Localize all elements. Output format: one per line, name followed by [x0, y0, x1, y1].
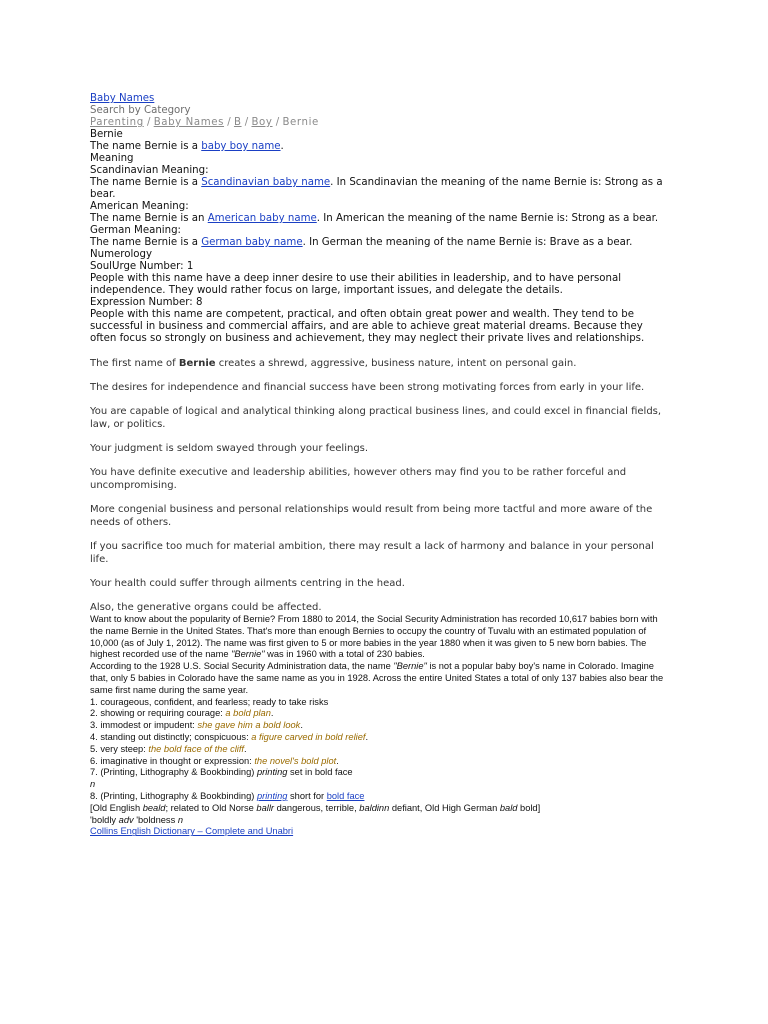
intro-text: The name Bernie is a [90, 141, 202, 152]
personality-paragraph: You are capable of logical and analytical thinking along practical business lines, and could excel in financial fields, law, or politics. [90, 406, 662, 430]
personality-paragraph: The desires for independence and financial success have been strong motivating forces from early in your life. [90, 382, 645, 393]
scandinavian-suffix: . In Scandinavian the meaning of the name Bernie is: Strong as a bear. [90, 177, 663, 200]
german-heading: German Meaning: [90, 225, 181, 236]
definition-text: 6. imaginative in thought or expression: [90, 755, 255, 766]
etym-text: dangerous, terrible, [274, 802, 360, 813]
definition-example: the novel's bold plot [254, 755, 337, 766]
definition-3: 3. immodest or impudent: she gave him a bold look. [90, 720, 303, 731]
definition-label: printing [256, 767, 288, 778]
definition-6: 6. imaginative in thought or expression: the novel's bold plot. [90, 755, 339, 766]
colorado-name: "Bernie" [393, 661, 427, 672]
name-intro [90, 141, 670, 153]
part-of-speech: n [177, 814, 183, 825]
collins-dictionary-link[interactable]: Collins English Dictionary – Complete and Unabri [90, 826, 294, 837]
definition-text: 3. immodest or impudent: [90, 720, 198, 731]
scandinavian-prefix: The name Bernie is a [90, 177, 202, 188]
definition-2: 2. showing or requiring courage: a bold plan. [90, 708, 274, 719]
definition-4: 4. standing out distinctly; conspicuous: a figure carved in bold relief. [90, 731, 369, 742]
etym-word: beald [142, 802, 166, 813]
breadcrumb-baby-names[interactable]: Baby Names [153, 117, 225, 128]
etym-word: ballr [256, 802, 274, 813]
colorado-prefix: According to the 1928 U.S. Social Security Administration data, the name [90, 661, 394, 672]
etymology [90, 803, 670, 815]
definition-8 [90, 791, 670, 803]
scandinavian-heading: Scandinavian Meaning: [90, 165, 209, 176]
name-title: Bernie [90, 129, 123, 140]
american-suffix: . In American the meaning of the name Bernie is: Strong as a bear. [316, 213, 659, 224]
etym-text: bold] [517, 802, 541, 813]
personality-paragraph: Also, the generative organs could be affected. [90, 602, 322, 613]
german-suffix: . In German the meaning of the name Bernie is: Brave as a bear. [302, 237, 633, 248]
intro-suffix: . [280, 141, 284, 152]
breadcrumb-separator: / [143, 117, 154, 128]
part-of-speech: adv [118, 814, 134, 825]
document-page [90, 93, 670, 838]
breadcrumb [90, 117, 670, 129]
colorado-text [90, 661, 670, 696]
popularity-text-1: Want to know about the popularity of Bernie? From 1880 to 2014, the Social Security Administration has recorded 10,617 babies born with the name Bernie in the United States. That's more than enough Bernies to occupy the country of Tuvalu with an estimated population of 10,000 (as of July 1, 2012). The name was first given to 5 or more babies in the year 1880 when it was given to 5 new born babies. The highest recorded use of the name [90, 614, 658, 660]
scandinavian-baby-name-link[interactable]: Scandinavian baby name [201, 177, 331, 188]
german-meaning [90, 237, 670, 249]
numerology-heading: Numerology [90, 249, 153, 260]
definition-7 [90, 767, 670, 779]
breadcrumb-separator: / [224, 117, 234, 128]
definition-suffix: set in bold face [287, 767, 353, 778]
personality-paragraph: More congenial business and personal relationships would result from being more tactful and more aware of the needs of others. [90, 504, 653, 528]
popularity-section [90, 614, 670, 838]
derived-word: 'boldly [90, 814, 119, 825]
personality-section [90, 357, 670, 614]
derived-forms [90, 815, 670, 827]
meaning-heading: Meaning [90, 153, 134, 164]
etym-text: [Old English [90, 802, 143, 813]
personality-paragraph [90, 357, 670, 370]
definition-label: printing [256, 790, 288, 801]
expression-number: Expression Number: 8 [90, 297, 203, 308]
personality-paragraph: If you sacrifice too much for material ambition, there may result a lack of harmony and balance in your personal life. [90, 541, 654, 565]
bold-face-link[interactable]: bold face [326, 790, 365, 801]
p1-prefix: The first name of [90, 358, 179, 369]
breadcrumb-separator: / [241, 117, 252, 128]
popularity-text [90, 614, 670, 661]
definition-text: 2. showing or requiring courage: [90, 708, 226, 719]
search-by-category: Search by Category [90, 105, 191, 116]
definition-text: 5. very steep: [90, 743, 149, 754]
definition-middle: short for [287, 790, 327, 801]
definition-1: 1. courageous, confident, and fearless; ready to take risks [90, 696, 329, 707]
american-prefix: The name Bernie is an [90, 213, 208, 224]
personality-paragraph: Your health could suffer through ailments centring in the head. [90, 578, 405, 589]
definition-example: a bold plan [225, 708, 271, 719]
breadcrumb-b[interactable]: B [233, 117, 242, 128]
etym-word: bald [499, 802, 518, 813]
colorado-suffix: is not a popular baby boy's name in Colorado. Imagine that, only 5 babies in Colorado have the same name as you in 1928. Across the entire United States a total of only 137 babies also bear the same first name during the same year. [90, 661, 664, 695]
baby-boy-name-link[interactable]: baby boy name [201, 141, 281, 152]
soulurge-number: SoulUrge Number: 1 [90, 261, 194, 272]
german-prefix: The name Bernie is a [90, 237, 202, 248]
breadcrumb-parenting[interactable]: Parenting [90, 117, 144, 128]
german-baby-name-link[interactable]: German baby name [201, 237, 303, 248]
scandinavian-meaning [90, 177, 670, 201]
definition-text: 4. standing out distinctly; conspicuous: [90, 731, 252, 742]
breadcrumb-separator: / [272, 117, 283, 128]
etym-text: ; related to Old Norse [165, 802, 257, 813]
p1-suffix: creates a shrewd, aggressive, business nature, intent on personal gain. [215, 358, 577, 369]
expression-text: People with this name are competent, practical, and often obtain great power and wealth. They tend to be successful in business and commercial affairs, and are able to achieve great material dreams. Because they often focus so strongly on business and achievement, they may neglect their private lives and relationships. [90, 309, 645, 344]
breadcrumb-current: Bernie [282, 117, 319, 128]
derived-word: 'boldness [133, 814, 178, 825]
definition-text: 7. (Printing, Lithography & Bookbinding) [90, 767, 257, 778]
definition-example: a figure carved in bold relief [251, 731, 366, 742]
definition-example: she gave him a bold look [197, 720, 301, 731]
personality-paragraph: You have definite executive and leadership abilities, however others may find you to be rather forceful and uncompromising. [90, 467, 627, 491]
american-heading: American Meaning: [90, 201, 189, 212]
popularity-name: "Bernie" [231, 649, 265, 660]
noun-label: n [90, 779, 96, 790]
american-baby-name-link[interactable]: American baby name [207, 213, 317, 224]
american-meaning [90, 213, 670, 225]
etym-text: defiant, Old High German [389, 802, 500, 813]
personality-paragraph: Your judgment is seldom swayed through your feelings. [90, 443, 369, 454]
breadcrumb-boy[interactable]: Boy [251, 117, 273, 128]
soulurge-text: People with this name have a deep inner desire to use their abilities in leadership, and to have personal independence. They would rather focus on large, important issues, and delegate the details. [90, 273, 622, 296]
popularity-text-end: was in 1960 with a total of 230 babies. [264, 649, 425, 660]
p1-name: Bernie [178, 358, 216, 369]
definition-5: 5. very steep: the bold face of the cliff. [90, 743, 247, 754]
definition-example: the bold face of the cliff [148, 743, 245, 754]
definition-text: 8. (Printing, Lithography & Bookbinding) [90, 790, 257, 801]
etym-word: baldinn [359, 802, 390, 813]
baby-names-link[interactable]: Baby Names [90, 93, 155, 104]
